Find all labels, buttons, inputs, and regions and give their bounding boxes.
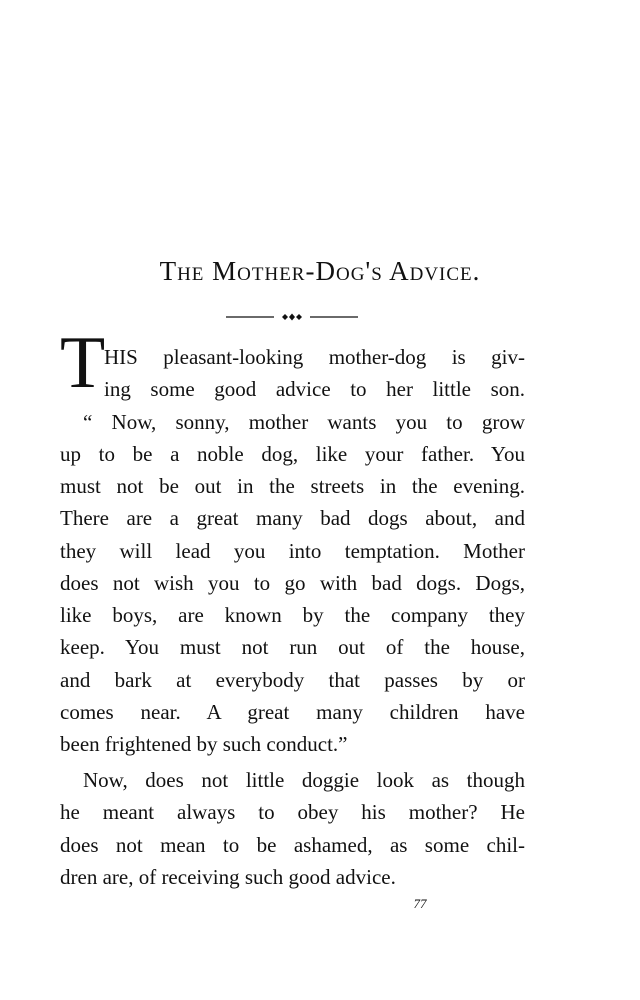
- paragraph-2-line-5: they will lead you into temptation. Mother: [60, 539, 525, 563]
- paragraph-2-line-2: up to be a noble dog, like your father. You: [60, 442, 525, 466]
- paragraph-3-line-4: dren are, of receiving such good advice.: [60, 865, 396, 889]
- paragraph-2-line-4: There are a great many bad dogs about, and: [60, 506, 525, 530]
- page-number: 77: [413, 896, 427, 911]
- chapter-title: The Mother-Dog's Advice.: [159, 256, 481, 286]
- paragraph-1-line-2: ing some good advice to her little son.: [104, 377, 525, 401]
- paragraph-2-line-10: comes near. A great many children have: [60, 700, 525, 724]
- paragraph-2-line-6: does not wish you to go with bad dogs. Dogs,: [60, 571, 525, 595]
- paragraph-3-line-2: he meant always to obey his mother? He: [60, 800, 525, 824]
- paragraph-1-line-1: HIS pleasant-looking mother-dog is giv-: [104, 345, 525, 369]
- paragraph-2-line-11: been frightened by such conduct.”: [60, 732, 348, 756]
- drop-cap-letter: T: [60, 322, 106, 404]
- paragraph-2-line-8: keep. You must not run out of the house,: [60, 635, 525, 659]
- paragraph-2-line-1: “ Now, sonny, mother wants you to grow: [83, 410, 525, 434]
- paragraph-2-line-9: and bark at everybody that passes by or: [60, 668, 525, 692]
- title-ornament: [226, 312, 358, 322]
- paragraph-2-line-7: like boys, are known by the company they: [60, 603, 525, 627]
- paragraph-3-line-1: Now, does not little doggie look as though: [83, 768, 525, 792]
- paragraph-2-line-3: must not be out in the streets in the evening.: [60, 474, 525, 498]
- paragraph-3-line-3: does not mean to be ashamed, as some chil-: [60, 833, 525, 857]
